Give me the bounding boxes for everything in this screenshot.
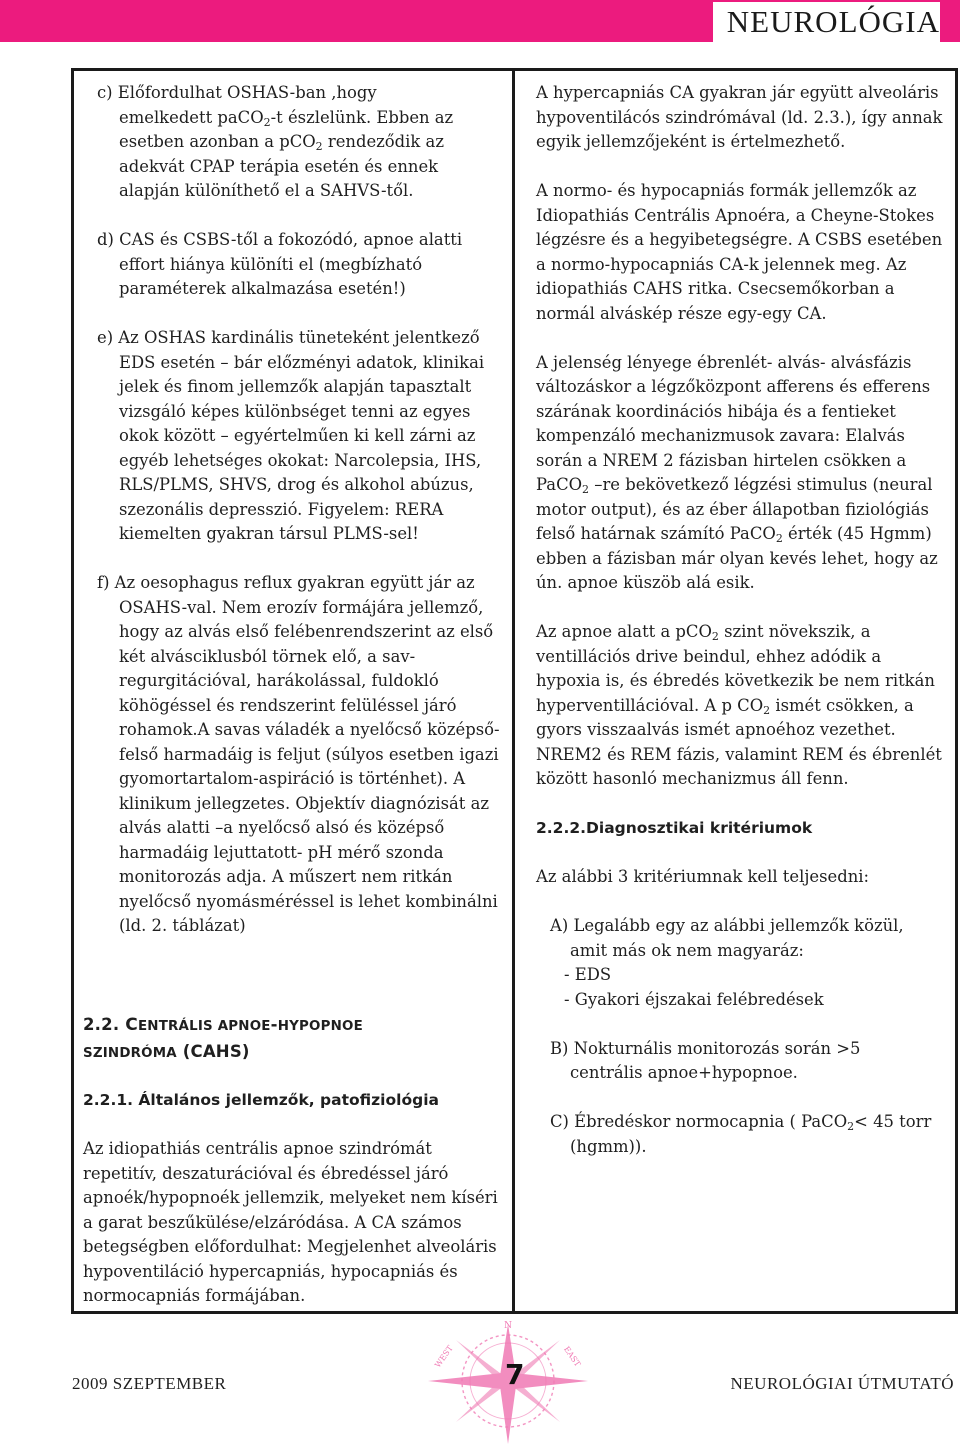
paragraph-f: f) Az oesophagus reflux gyakran együtt jár az OSAHS-val. Nem erozív formájára jellemző, hogy az alvás első felébenrendszerint az első két alvásciklusból törnek elő, a sav-regurgitációval, harákolással, fuldokló köhögéssel és rendszerint felüléssel járó rohamok.A savas váladék a nyelőcső középső-felső harmadáig is feljut (súlyos esetben igazi gyomortartalom-aspiráció is történhet). A klinikum jellegzetes. Objektív diagnózisát az alvás alatti –a nyelőcső alsó és középső harmadáig lejuttatott- pH mérő szonda monitorozás adja. A műszert nem ritkán nyelőcső nyomásméréssel is lehet kombinálni (ld. 2. táblázat)	[97, 573, 500, 935]
criteria-intro: Az alábbi 3 kritériumnak kell teljesedni:	[536, 867, 870, 886]
paragraph-d: d) CAS és CSBS-től a fokozódó, apnoe alatti effort hiánya különíti el (megbízható paraméterek alkalmazása esetén!)	[97, 230, 463, 298]
paragraph-mechanism: A jelenség lényege ébrenlét- alvás- alvásfázis változáskor a légzőközpont afferens és efferens szárának koordinációs hibája és a fentieket kompenzáló mechanizmusok zavara: Elalvás során a NREM 2 fázisban hirtelen csökken a PaCO$_2$ –re bekövetkező légzési stimulus (neural motor output), és az éber állapotban fiziológiás felső határnak számító PaCO$_2$ érték (45 Hgmm) ebben a fázisban már olyan kevés lehet, hogy az ún. apnoe küszöb alá esik.	[536, 352, 938, 592]
svg-text:WEST: WEST	[433, 1343, 455, 1370]
criterion-b: B) Nokturnális monitorozás során >5 centrális apnoe+hypopnoe.	[550, 1038, 861, 1082]
page-title: NEUROLÓGIA	[713, 2, 940, 42]
subsection-heading-general: 2.2.1. Általános jellemzők, patofiziológia	[83, 1091, 439, 1109]
criterion-a: A) Legalább egy az alábbi jellemzők közül, amit más ok nem magyaráz: - EDS - Gyakori éjszakai felébredések	[550, 916, 904, 1009]
paragraph-hypercapnia: A hypercapniás CA gyakran jár együtt alveoláris hypoventilácós szindrómával (ld. 2.3.), így annak egyik jellemzőjeként is értelmezhető.	[536, 83, 943, 151]
left-lower-section	[83, 1012, 503, 1309]
left-column	[83, 81, 503, 939]
section-heading: 2.2. CENTRÁLIS APNOE-HYPOPNOE SZINDRÓMA (CAHS)	[83, 1015, 363, 1061]
paragraph-c: c) Előfordulhat OSHAS-ban ,hogy emelkedett paCO$_2$-t észlelünk. Ebben az esetben azonban a pCO$_2$ rendeződik az adekvát CPAP terápia esetén és ennek alapján különíthető el a SAHVS-től.	[97, 83, 454, 200]
subsection-heading-criteria: 2.2.2.Diagnosztikai kritériumok	[536, 819, 813, 837]
svg-text:N: N	[504, 1321, 512, 1331]
paragraph-normo-hypocapnia: A normo- és hypocapniás formák jellemzők az Idiopathiás Centrális Apnoéra, a Cheyne-Stokes légzésre és a hegyibetegségre. A CSBS esetében a normo-hypocapniás CA-k jelennek meg. Az idiopathiás CAHS ritka. Csecsemőkorban a normál alváskép része egy-egy CA.	[536, 181, 943, 323]
footer-publication-title: NEUROLÓGIAI ÚTMUTATÓ	[730, 1374, 954, 1393]
paragraph-e: e) Az OSHAS kardinális tüneteként jelentkező EDS esetén – bár előzményi adatok, klinikai jelek és finom jellemzők alapján tapasztalt vizsgáló képes különbséget tenni az egyes okok között – egyértelműen ki kell zárni az egyéb lehetséges okokat: Narcolepsia, IHS, RLS/PLMS, SHVS, drog és alkohol abúzus, szezonális depresszió. Figyelem: RERA kiemelten gyakran társul PLMS-sel!	[97, 328, 485, 543]
footer-date: 2009 SZEPTEMBER	[72, 1374, 227, 1393]
criterion-c: C) Ébredéskor normocapnia ( PaCO$_2$< 45 torr (hgmm)).	[550, 1112, 932, 1156]
svg-text:EAST: EAST	[561, 1344, 583, 1369]
paragraph-intro: Az idiopathiás centrális apnoe szindrómát repetitív, deszaturációval és ébredéssel járó apnoék/hypopnoék jellemzik, melyeket nem kíséri a garat beszűkülése/elzáródása. A CA számos betegségben előfordulhat: Megjelenhet alveoláris hypoventiláció hypercapniás, hypocapniás és normocapniás formájában.	[83, 1139, 498, 1305]
paragraph-apnoe-cycle: Az apnoe alatt a pCO$_2$ szint növekszik, a ventillációs drive beindul, ehhez adódik a hypoxia is, és ébredés következik be nem ritkán hyperventillációval. A p $CO_2$ ismét csökken, a gyors visszaalvás ismét apnoéhoz vezethet. NREM2 és REM fázis, valamint REM és ébrenlét között hasonló mechanizmus áll fenn.	[536, 622, 942, 788]
page-number: 7	[505, 1358, 525, 1391]
right-column	[536, 81, 946, 1159]
